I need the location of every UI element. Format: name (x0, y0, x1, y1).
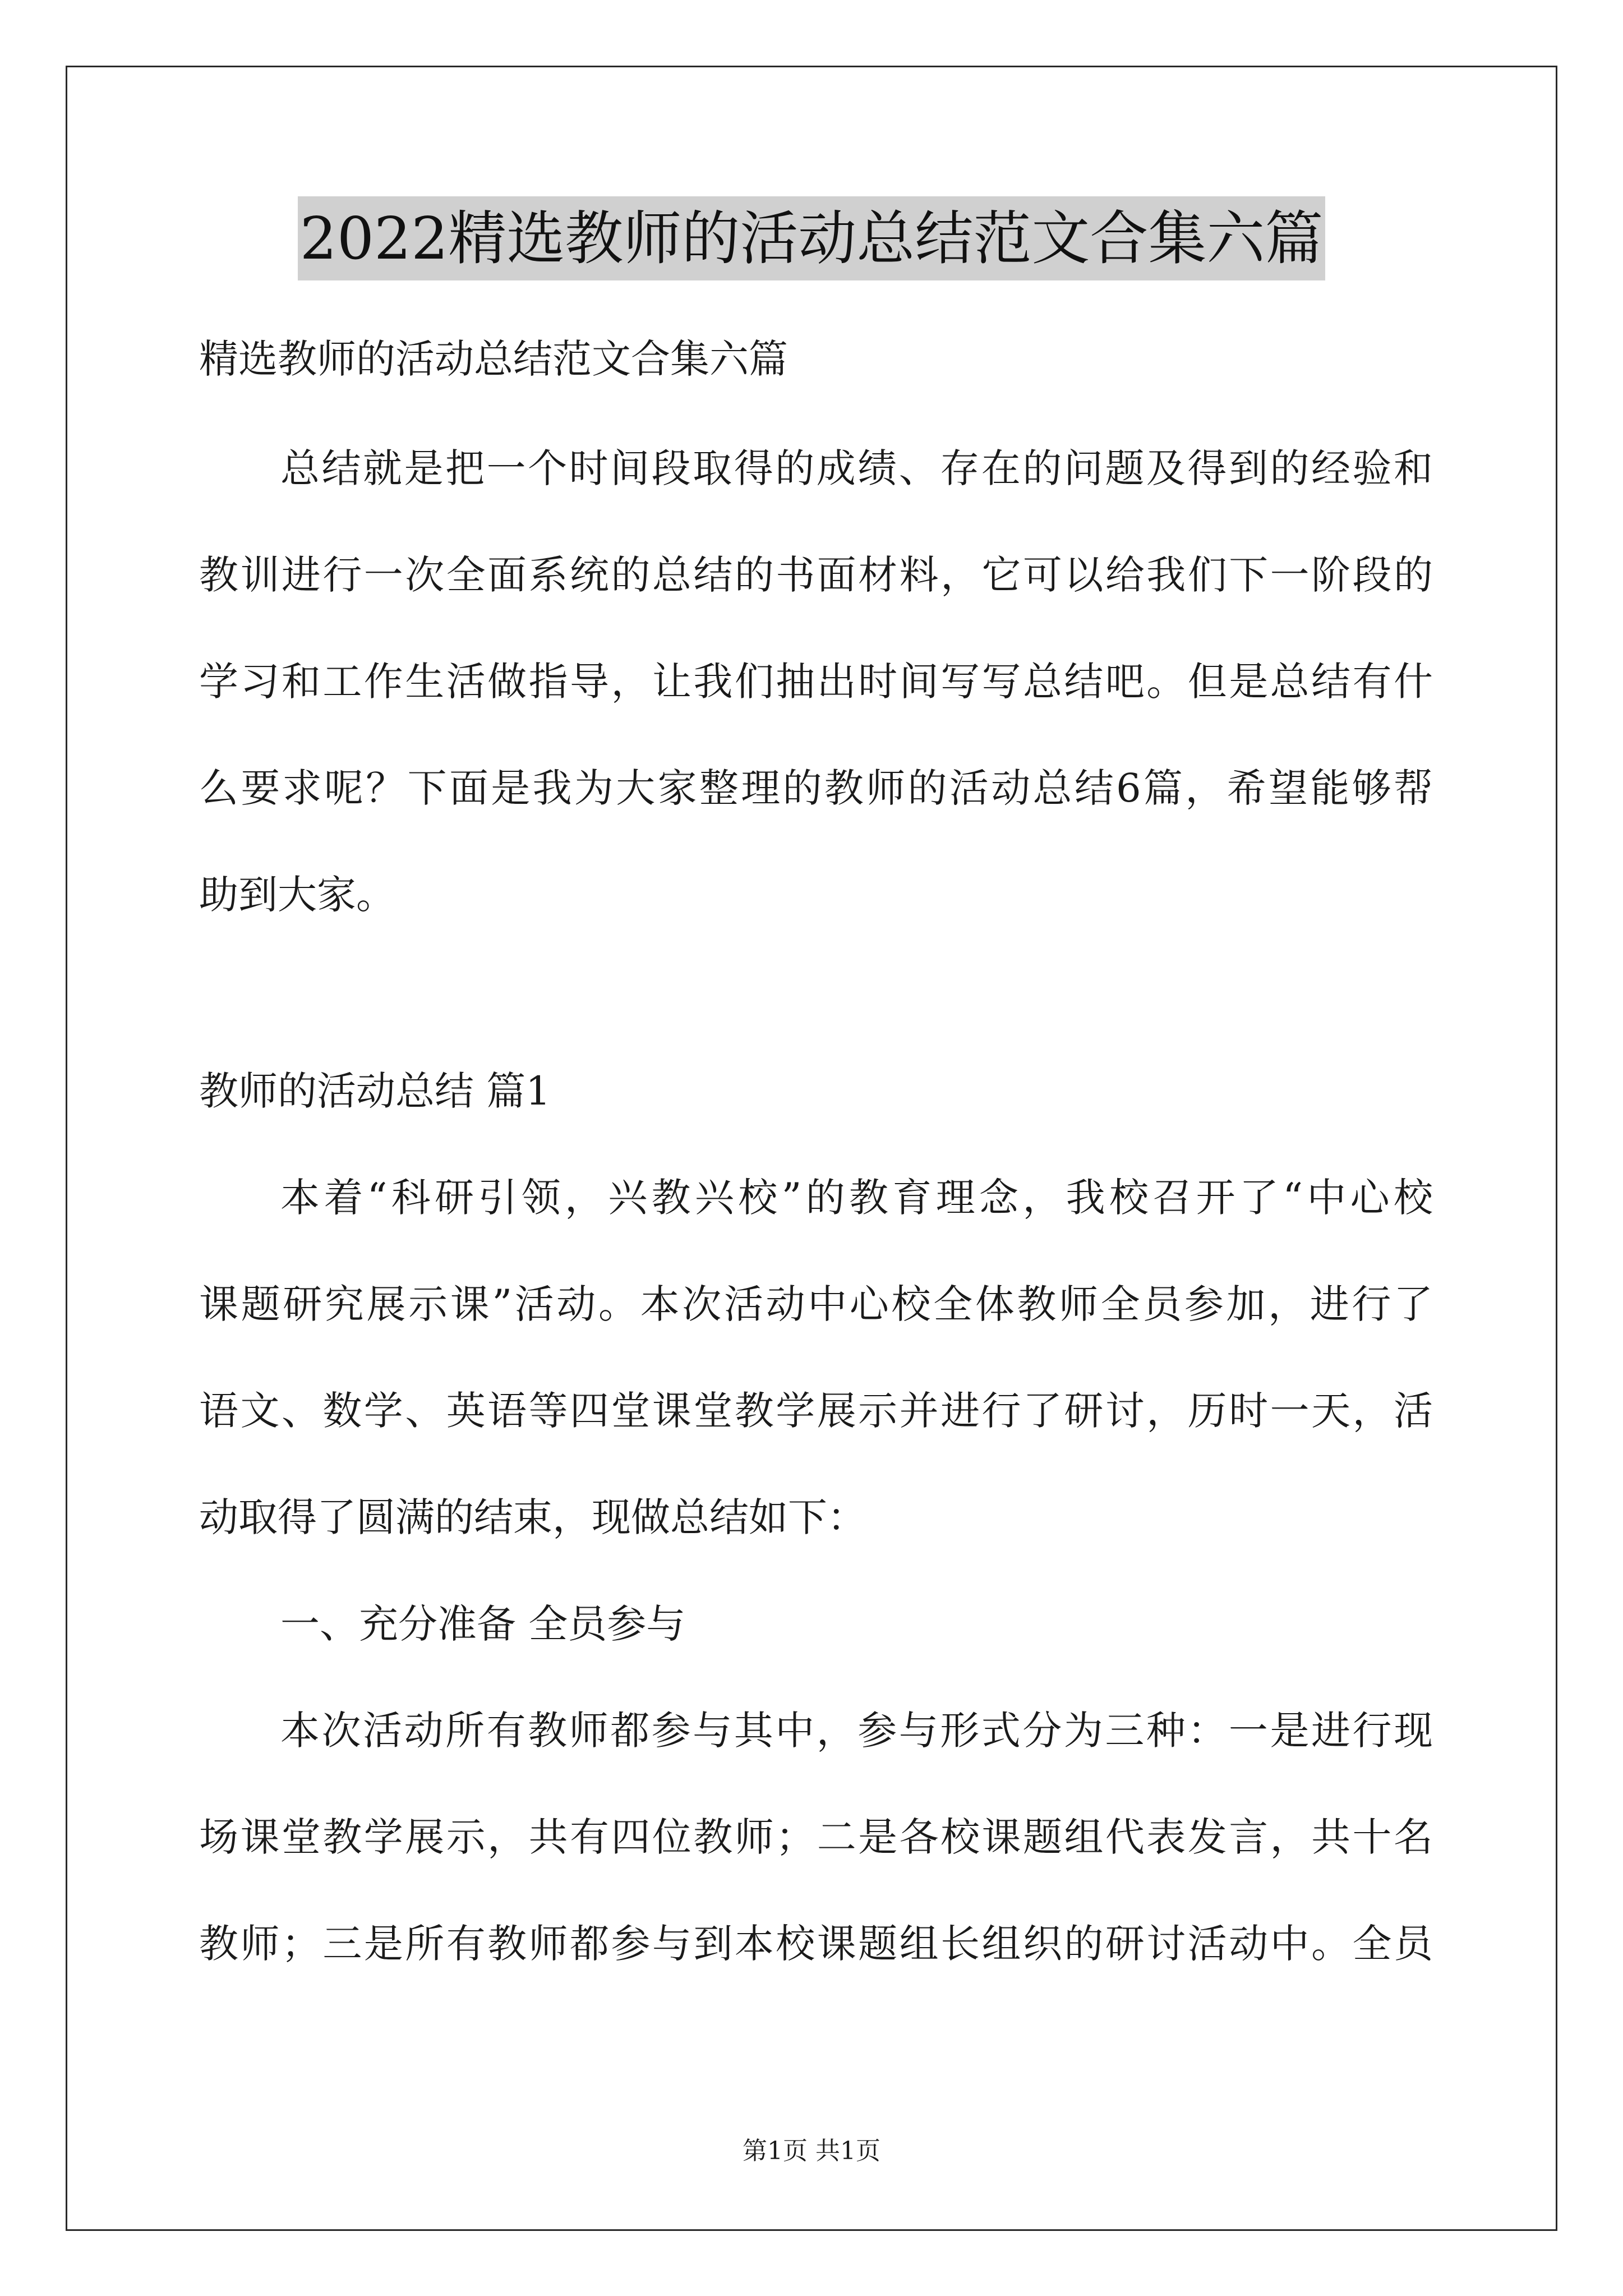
paragraph-line: 课题研究展示课”活动。本次活动中心校全体教师全员参加，进行了 (199, 1281, 1433, 1327)
page-border (66, 66, 1557, 2231)
subheading: 一、充分准备 全员参与 (280, 1601, 686, 1647)
paragraph-line: 本着“科研引领，兴教兴校”的教育理念，我校召开了“中心校 (280, 1175, 1433, 1221)
paragraph-line: 本次活动所有教师都参与其中，参与形式分为三种：一是进行现 (280, 1708, 1433, 1754)
paragraph-line: 动取得了圆满的结束，现做总结如下： (199, 1494, 866, 1540)
intro-line: 助到大家。 (199, 872, 395, 918)
intro-line: 学习和工作生活做指导，让我们抽出时间写写总结吧。但是总结有什 (199, 659, 1433, 705)
paragraph-line: 语文、数学、英语等四堂课堂教学展示并进行了研讨，历时一天，活 (199, 1388, 1433, 1434)
page-footer (0, 2134, 1623, 2168)
section-heading: 教师的活动总结 篇1 (199, 1068, 551, 1114)
document-subtitle: 精选教师的活动总结范文合集六篇 (199, 336, 788, 382)
paragraph-line: 教师；三是所有教师都参与到本校课题组长组织的研讨活动中。全员 (199, 1921, 1433, 1967)
page-number: 第1页 共1页 (743, 2137, 880, 2165)
title-container (0, 196, 1623, 280)
intro-line: 总结就是把一个时间段取得的成绩、存在的问题及得到的经验和 (280, 445, 1433, 491)
document-title: 2022精选教师的活动总结范文合集六篇 (298, 196, 1326, 280)
intro-line: 教训进行一次全面系统的总结的书面材料，它可以给我们下一阶段的 (199, 552, 1433, 598)
paragraph-line: 场课堂教学展示，共有四位教师；二是各校课题组代表发言，共十名 (199, 1814, 1433, 1860)
intro-line: 么要求呢？下面是我为大家整理的教师的活动总结6篇，希望能够帮 (199, 765, 1433, 811)
